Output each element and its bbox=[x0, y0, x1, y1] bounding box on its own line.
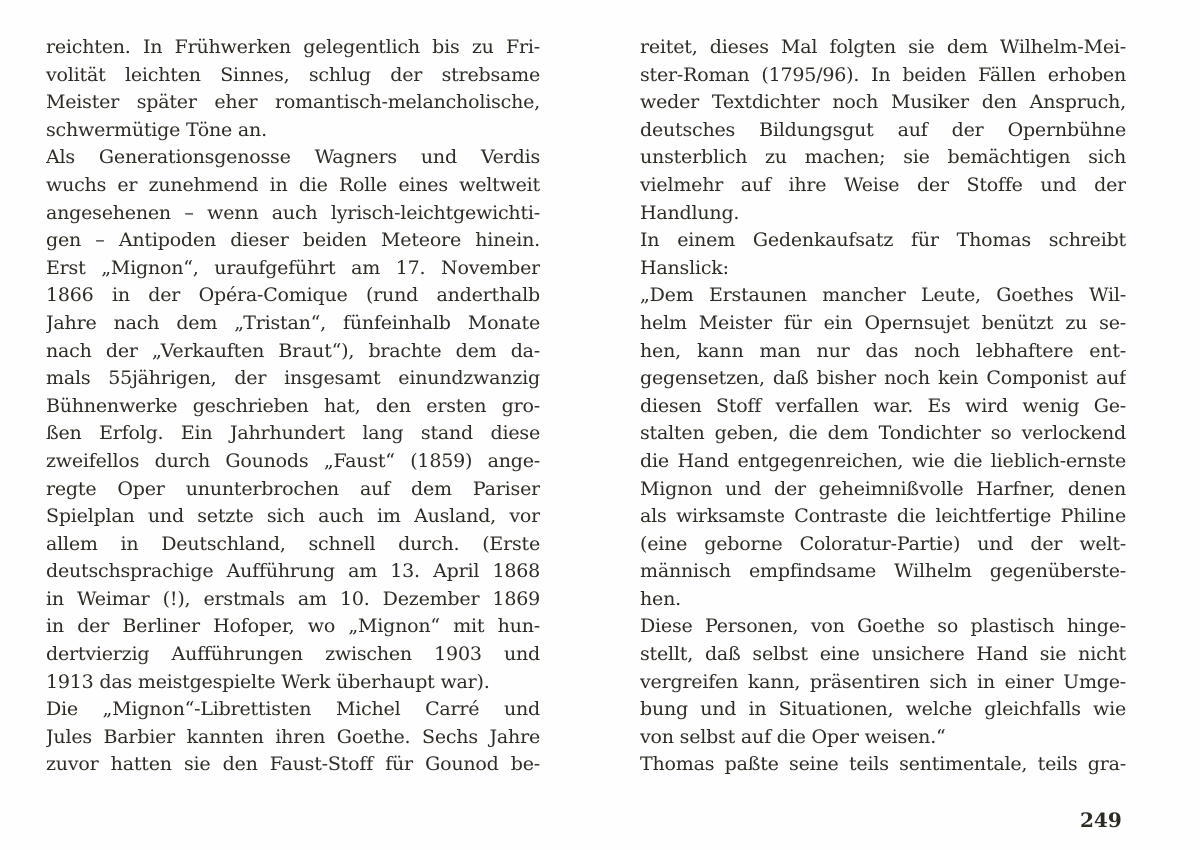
text-line: hen, kann man nur das noch lebhaftere ent- bbox=[640, 339, 1126, 362]
text-line: ster-Roman (1795/96). In beiden Fällen erhoben bbox=[640, 63, 1126, 86]
text-line: zuvor hatten sie den Faust-Stoff für Gounod be- bbox=[46, 753, 540, 776]
text-line: In einem Gedenkaufsatz für Thomas schreibt bbox=[640, 229, 1126, 252]
text-line: helm Meister für ein Opernsujet benützt zu se- bbox=[640, 311, 1126, 334]
text-line: wuchs er zunehmend in die Rolle eines weltweit bbox=[46, 173, 540, 196]
text-line: vielmehr auf ihre Weise der Stoffe und der bbox=[640, 173, 1126, 196]
text-line: „Dem Erstaunen mancher Leute, Goethes Wil- bbox=[640, 284, 1126, 307]
text-line: Diese Personen, von Goethe so plastisch hinge- bbox=[640, 615, 1126, 638]
text-line: diesen Stoff verfallen war. Es wird wenig Ge- bbox=[640, 394, 1126, 417]
text-line: in der Berliner Hofoper, wo „Mignon“ mit hun- bbox=[46, 615, 540, 638]
text-line: Handlung. bbox=[640, 201, 740, 224]
text-line: mals 55jährigen, der insgesamt einundzwanzig bbox=[46, 367, 540, 390]
text-line: die Hand entgegenreichen, wie die lieblich-ernste bbox=[640, 449, 1126, 472]
text-line: Jules Barbier kannten ihren Goethe. Sechs Jahre bbox=[46, 725, 540, 748]
text-line: reichten. In Frühwerken gelegentlich bis zu Fri- bbox=[46, 36, 540, 58]
text-line: unsterblich zu machen; sie bemächtigen sich bbox=[640, 146, 1126, 169]
text-line: (eine geborne Coloratur-Partie) und der welt- bbox=[640, 532, 1126, 555]
text-line: dertvierzig Aufführungen zwischen 1903 und bbox=[46, 643, 540, 666]
text-line: hen. bbox=[640, 587, 681, 610]
text-line: ßen Erfolg. Ein Jahrhundert lang stand diese bbox=[46, 422, 540, 445]
text-line: regte Oper ununterbrochen auf dem Pariser bbox=[46, 477, 540, 500]
text-line: schwermütige Töne an. bbox=[46, 118, 267, 141]
text-line: stalten geben, die dem Tondichter so verlockend bbox=[640, 422, 1126, 445]
text-line: angesehenen – wenn auch lyrisch-leichtgewichti- bbox=[46, 201, 540, 224]
text-line: volität leichten Sinnes, schlug der strebsame bbox=[46, 63, 540, 86]
text-line: Die „Mignon“-Librettisten Michel Carré und bbox=[46, 698, 540, 721]
text-line: gegensetzen, daß bisher noch kein Componist auf bbox=[640, 367, 1126, 390]
page-number: 249 bbox=[1080, 808, 1122, 832]
text-line: nach der „Verkauften Braut“), brachte dem da- bbox=[46, 339, 540, 362]
text-line: reitet, dieses Mal folgten sie dem Wilhelm-Mei- bbox=[640, 36, 1126, 58]
text-line: Hanslick: bbox=[640, 256, 729, 279]
text-line: gen – Antipoden dieser beiden Meteore hinein. bbox=[46, 229, 540, 252]
text-line: zweifellos durch Gounods „Faust“ (1859) ange- bbox=[46, 449, 540, 472]
text-line: in Weimar (!), erstmals am 10. Dezember 1869 bbox=[46, 587, 540, 610]
text-line: Mignon und der geheimnißvolle Harfner, denen bbox=[640, 477, 1126, 500]
text-line: deutschsprachige Aufführung am 13. April 1868 bbox=[46, 560, 540, 583]
text-line: bung und in Situationen, welche gleichfalls wie bbox=[640, 698, 1126, 721]
text-line: stellt, daß selbst eine unsichere Hand sie nicht bbox=[640, 643, 1126, 666]
text-line: vergreifen kann, präsentiren sich in einer Umge- bbox=[640, 670, 1126, 693]
text-line: allem in Deutschland, schnell durch. (Erste bbox=[46, 532, 540, 555]
text-line: männisch empfindsame Wilhelm gegenüberste- bbox=[640, 560, 1126, 583]
text-line: Erst „Mignon“, uraufgeführt am 17. November bbox=[46, 256, 540, 279]
left-page-text bbox=[46, 34, 540, 779]
text-line: Bühnenwerke geschrieben hat, den ersten gro- bbox=[46, 394, 540, 417]
text-line: 1866 in der Opéra-Comique (rund anderthalb bbox=[46, 284, 540, 307]
text-line: Thomas paßte seine teils sentimentale, teils gra- bbox=[640, 753, 1126, 776]
text-line: von selbst auf die Oper weisen.“ bbox=[640, 725, 946, 748]
text-line: als wirksamste Contraste die leichtfertige Philine bbox=[640, 505, 1126, 528]
text-line: 1913 das meistgespielte Werk überhaupt war). bbox=[46, 670, 490, 693]
text-line: Spielplan und setzte sich auch im Ausland, vor bbox=[46, 505, 540, 528]
text-line: Als Generationsgenosse Wagners und Verdis bbox=[46, 146, 540, 169]
text-line: weder Textdichter noch Musiker den Anspruch, bbox=[640, 91, 1126, 114]
right-page-text bbox=[640, 34, 1126, 779]
text-line: Jahre nach dem „Tristan“, fünfeinhalb Monate bbox=[46, 311, 540, 334]
text-line: deutsches Bildungsgut auf der Opernbühne bbox=[640, 118, 1126, 141]
text-line: Meister später eher romantisch-melancholische, bbox=[46, 91, 540, 114]
